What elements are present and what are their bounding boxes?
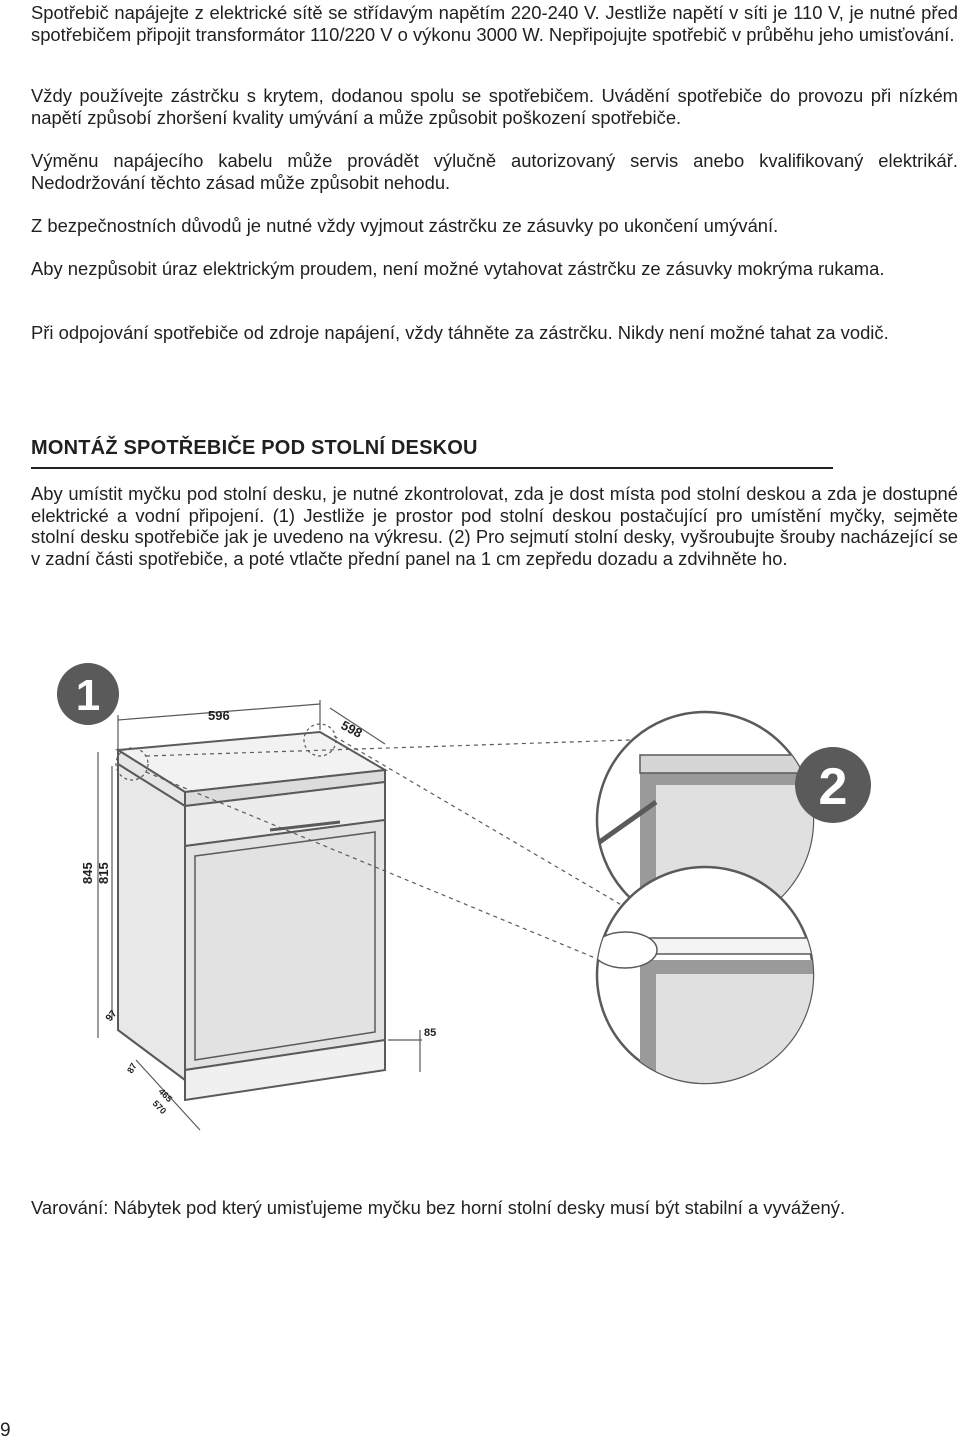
dishwasher-drawing (118, 732, 385, 1100)
paragraph-wet-hands: Aby nezpůsobit úraz elektrickým proudem, není možné vytahovat zástrčku ze zásuvky mokrýma rukama. (31, 258, 885, 279)
dimension-598-label: 598 (338, 717, 365, 741)
dimension-87-label: 87 (125, 1061, 139, 1075)
heading-underline (31, 467, 833, 469)
dimension-97-label: 97 (103, 1008, 120, 1024)
paragraph-plug-cover: Vždy používejte zástrčku s krytem, dodanou spolu se spotřebičem. Uvádění spotřebiče do provozu při nízkém napětí způsobí zhoršení kvality umývání a může způsobit poškození spotřebiče. (31, 85, 958, 128)
paragraph-cable-replacement: Výměnu napájecího kabelu může provádět výlučně autorizovaný servis anebo kvalifikovaný elektrikář. Nedodržování těchto zásad může způsobit nehodu. (31, 150, 958, 193)
detail-view-panel-lift (593, 867, 850, 1124)
dimension-570-label: 570 (150, 1098, 169, 1117)
dimension-815-label: 815 (96, 862, 111, 884)
dimension-596-label: 596 (208, 708, 230, 723)
step-2-number: 2 (818, 758, 848, 816)
paragraph-warning: Varování: Nábytek pod který umisťujeme myčku bez horní stolní desky musí být stabilní a vyvážený. (31, 1197, 846, 1218)
step-2-badge (795, 747, 871, 823)
step-1-badge (57, 663, 119, 725)
dimension-465-label: 465 (156, 1086, 175, 1105)
dimension-85-label: 85 (424, 1027, 437, 1039)
installation-figure (40, 660, 960, 1140)
section-heading: MONTÁŽ SPOTŘEBIČE POD STOLNÍ DESKOU (31, 437, 478, 459)
step-1-number: 1 (75, 671, 101, 720)
dimension-845-label: 845 (80, 862, 95, 884)
page-number: 9 (0, 1420, 11, 1441)
paragraph-installation: Aby umístit myčku pod stolní desku, je nutné zkontrolovat, zda je dost místa pod stolní deskou a zda je dostupné elektrické a vodní připojení. (1) Jestliže je prostor pod stolní deskou postačující pro umístění myčky, sejměte stolní desku spotřebiče jak je uvedeno na výkresu. (2) Pro sejmutí stolní desky, vyšroubujte šrouby nacházející se v zadní části spotřebiče, a poté vtlačte přední panel na 1 cm zepředu dozadu a zdvihněte ho. (31, 483, 958, 569)
paragraph-pull-plug: Při odpojování spotřebiče od zdroje napájení, vždy táhněte za zástrčku. Nikdy není možné tahat za vodič. (31, 322, 889, 343)
paragraph-unplug-after-wash: Z bezpečnostních důvodů je nutné vždy vyjmout zástrčku ze zásuvky po ukončení umývání. (31, 215, 779, 236)
paragraph-power-supply: Spotřebič napájejte z elektrické sítě se střídavým napětím 220-240 V. Jestliže napětí v síti je 110 V, je nutné před spotřebičem připojit transformátor 110/220 V o výkonu 3000 W. Nepřipojujte spotřebič v průběhu jeho umisťování. (31, 2, 958, 45)
